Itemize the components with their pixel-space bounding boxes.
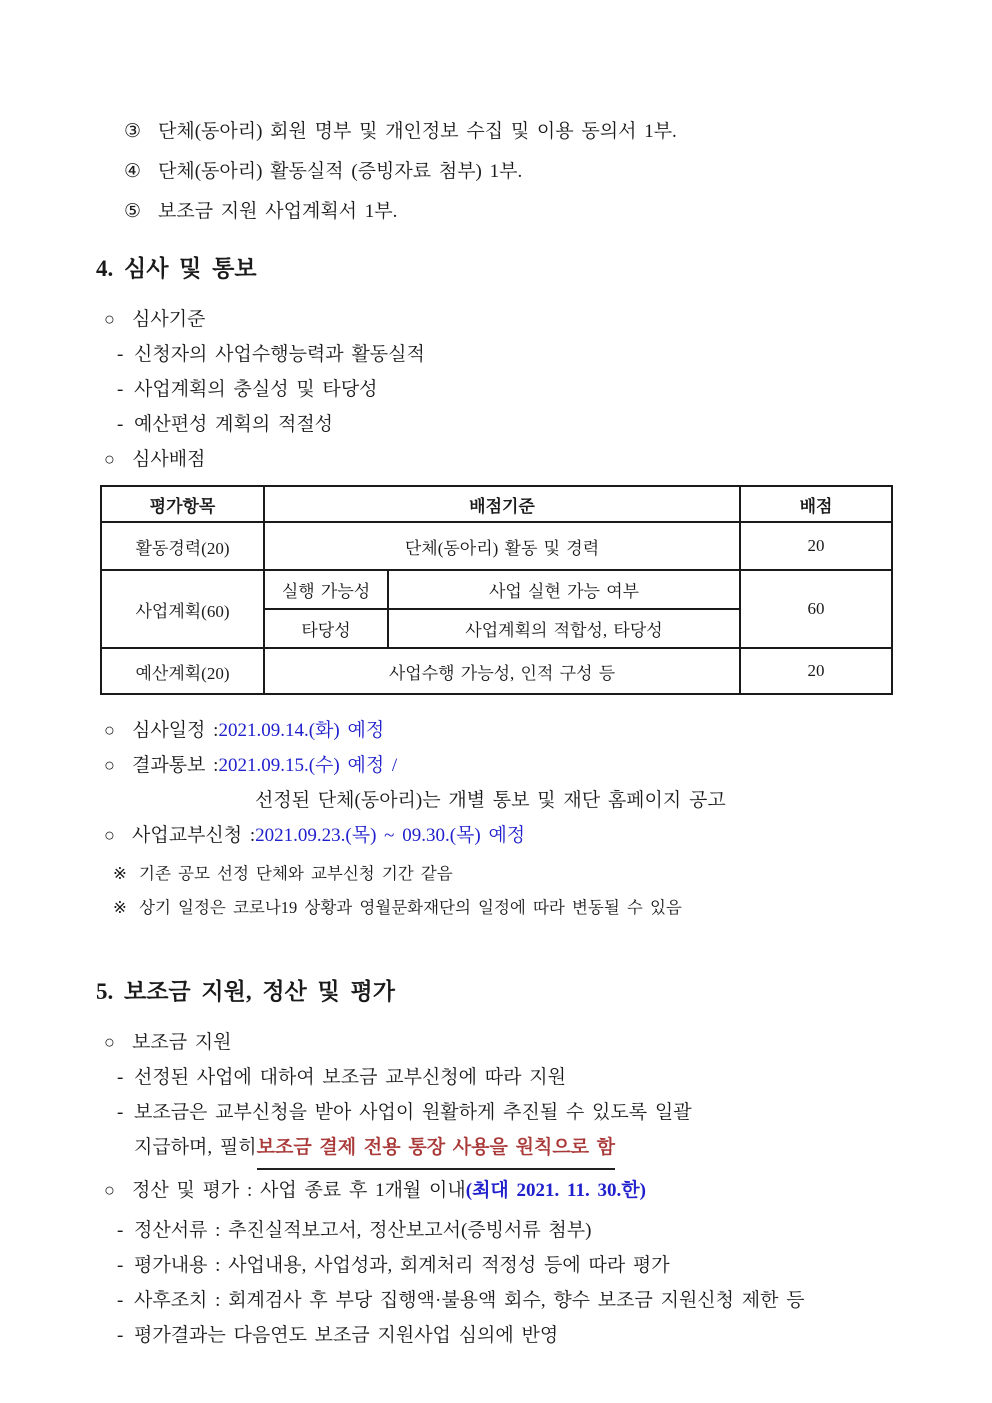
schedule-label: 사업교부신청 : xyxy=(132,825,256,846)
attachment-item xyxy=(124,192,896,232)
schedule-label: 심사일정 : xyxy=(132,720,219,741)
score-table xyxy=(100,485,893,695)
wrap-line-prefix: 지급하며, 필히 xyxy=(134,1137,257,1158)
circle-bullet-icon: ○ xyxy=(104,755,115,775)
schedule-item xyxy=(96,818,896,853)
circle-bullet-icon: ○ xyxy=(104,720,115,740)
criteria-item xyxy=(96,337,896,372)
schedule-continuation xyxy=(96,783,896,818)
cell-item: 사업계획(60) xyxy=(101,570,264,648)
support-item-text: 선정된 사업에 대하여 보조금 교부신청에 따라 지원 xyxy=(134,1067,566,1088)
dash-bullet-icon: - xyxy=(117,1067,124,1088)
table-header-row xyxy=(101,486,892,522)
circle-bullet-icon: ○ xyxy=(104,309,115,329)
attachment-list xyxy=(96,112,896,232)
criteria-item-text: 사업계획의 충실성 및 타당성 xyxy=(134,379,378,400)
schedule-item xyxy=(96,748,896,783)
detail-item xyxy=(96,1283,896,1318)
detail-item-text: 평가결과는 다음연도 보조금 지원사업 심의에 반영 xyxy=(134,1325,559,1346)
criteria-item-text: 신청자의 사업수행능력과 활동실적 xyxy=(134,344,425,365)
criteria-item xyxy=(96,407,896,442)
dash-bullet-icon: - xyxy=(117,1325,124,1346)
cell-item: 활동경력(20) xyxy=(101,522,264,570)
schedule-date: 2021.09.15.(수) 예정 / xyxy=(218,755,398,776)
dedicated-account-emphasis: 보조금 결제 전용 통장 사용을 원칙으로 함 xyxy=(257,1130,616,1170)
settlement-deadline: (최대 2021. 11. 30.한) xyxy=(465,1180,646,1201)
note-text: 상기 일정은 코로나19 상황과 영월문화재단의 일정에 따라 변동될 수 있음 xyxy=(139,898,682,917)
dash-bullet-icon: - xyxy=(117,379,124,400)
cell-subname: 실행 가능성 xyxy=(264,570,388,609)
cell-score: 20 xyxy=(740,522,892,570)
circle-bullet-icon: ○ xyxy=(104,449,115,469)
attachment-text: 단체(동아리) 활동실적 (증빙자료 첨부) 1부. xyxy=(158,161,523,182)
dash-bullet-icon: - xyxy=(117,1255,124,1276)
attachment-text: 단체(동아리) 회원 명부 및 개인정보 수집 및 이용 동의서 1부. xyxy=(158,121,677,142)
detail-item-text: 정산서류 : 추진실적보고서, 정산보고서(증빙서류 첨부) xyxy=(134,1220,592,1241)
support-item xyxy=(96,1095,896,1130)
attachment-item xyxy=(124,152,896,192)
dash-bullet-icon: - xyxy=(117,1220,124,1241)
cell-score: 20 xyxy=(740,648,892,694)
support-heading-label: 보조금 지원 xyxy=(132,1032,232,1053)
circle-bullet-icon: ○ xyxy=(104,1180,115,1200)
cell-criteria: 사업계획의 적합성, 타당성 xyxy=(388,609,740,648)
header-item: 평가항목 xyxy=(101,486,264,522)
cell-subname: 타당성 xyxy=(264,609,388,648)
scoring-heading xyxy=(96,442,896,477)
criteria-item xyxy=(96,372,896,407)
section4-body xyxy=(96,302,896,477)
header-score: 배점 xyxy=(740,486,892,522)
dash-bullet-icon: - xyxy=(117,344,124,365)
schedule-list xyxy=(96,713,896,853)
dash-bullet-icon: - xyxy=(117,1290,124,1311)
note-text: 기존 공모 선정 단체와 교부신청 기간 같음 xyxy=(139,864,453,883)
table-row xyxy=(101,570,892,609)
circled-number-icon: ⑤ xyxy=(124,201,142,222)
detail-item-text: 평가내용 : 사업내용, 사업성과, 회계처리 적정성 등에 따라 평가 xyxy=(134,1255,670,1276)
settlement-heading xyxy=(96,1173,896,1208)
reference-mark-icon: ※ xyxy=(113,864,127,883)
cell-item: 예산계획(20) xyxy=(101,648,264,694)
support-wrap-line xyxy=(96,1130,896,1170)
dash-bullet-icon: - xyxy=(117,1102,124,1123)
settlement-detail-list xyxy=(96,1213,896,1353)
dash-bullet-icon: - xyxy=(117,414,124,435)
schedule-date: 2021.09.23.(목) ~ 09.30.(목) 예정 xyxy=(255,825,526,846)
support-item xyxy=(96,1060,896,1095)
schedule-label: 결과통보 : xyxy=(132,755,219,776)
criteria-item-text: 예산편성 계획의 적절성 xyxy=(134,414,334,435)
cell-score: 60 xyxy=(740,570,892,648)
reference-mark-icon: ※ xyxy=(113,898,127,917)
cell-criteria: 사업수행 가능성, 인적 구성 등 xyxy=(264,648,740,694)
criteria-heading xyxy=(96,302,896,337)
scoring-heading-label: 심사배점 xyxy=(132,449,206,470)
section5-body xyxy=(96,1025,896,1353)
schedule-date: 2021.09.14.(화) 예정 xyxy=(218,720,385,741)
criteria-heading-label: 심사기준 xyxy=(132,309,206,330)
support-heading xyxy=(96,1025,896,1060)
settlement-text: 정산 및 평가 : 사업 종료 후 1개월 이내 xyxy=(132,1180,466,1201)
schedule-continuation-text: 선정된 단체(동아리)는 개별 통보 및 재단 홈페이지 공고 xyxy=(255,790,726,811)
circle-bullet-icon: ○ xyxy=(104,825,115,845)
section5-title: 5. 보조금 지원, 정산 및 평가 xyxy=(96,979,395,1004)
header-criteria: 배점기준 xyxy=(264,486,740,522)
cell-criteria: 단체(동아리) 활동 및 경력 xyxy=(264,522,740,570)
note-item xyxy=(96,857,896,891)
detail-item xyxy=(96,1248,896,1283)
table-row xyxy=(101,648,892,694)
table-row xyxy=(101,522,892,570)
circle-bullet-icon: ○ xyxy=(104,1032,115,1052)
attachment-text: 보조금 지원 사업계획서 1부. xyxy=(158,201,398,222)
detail-item-text: 사후조치 : 회계검사 후 부당 집행액·불용액 회수, 향수 보조금 지원신청 제한 등 xyxy=(134,1290,805,1311)
note-item xyxy=(96,891,896,925)
circled-number-icon: ④ xyxy=(124,161,142,182)
circled-number-icon: ③ xyxy=(124,121,142,142)
attachment-item xyxy=(124,112,896,152)
detail-item xyxy=(96,1213,896,1248)
schedule-item xyxy=(96,713,896,748)
support-item-text: 보조금은 교부신청을 받아 사업이 원활하게 추진될 수 있도록 일괄 xyxy=(134,1102,692,1123)
note-list xyxy=(96,857,896,925)
section4-title: 4. 심사 및 통보 xyxy=(96,256,257,281)
cell-criteria: 사업 실현 가능 여부 xyxy=(388,570,740,609)
detail-item xyxy=(96,1318,896,1353)
